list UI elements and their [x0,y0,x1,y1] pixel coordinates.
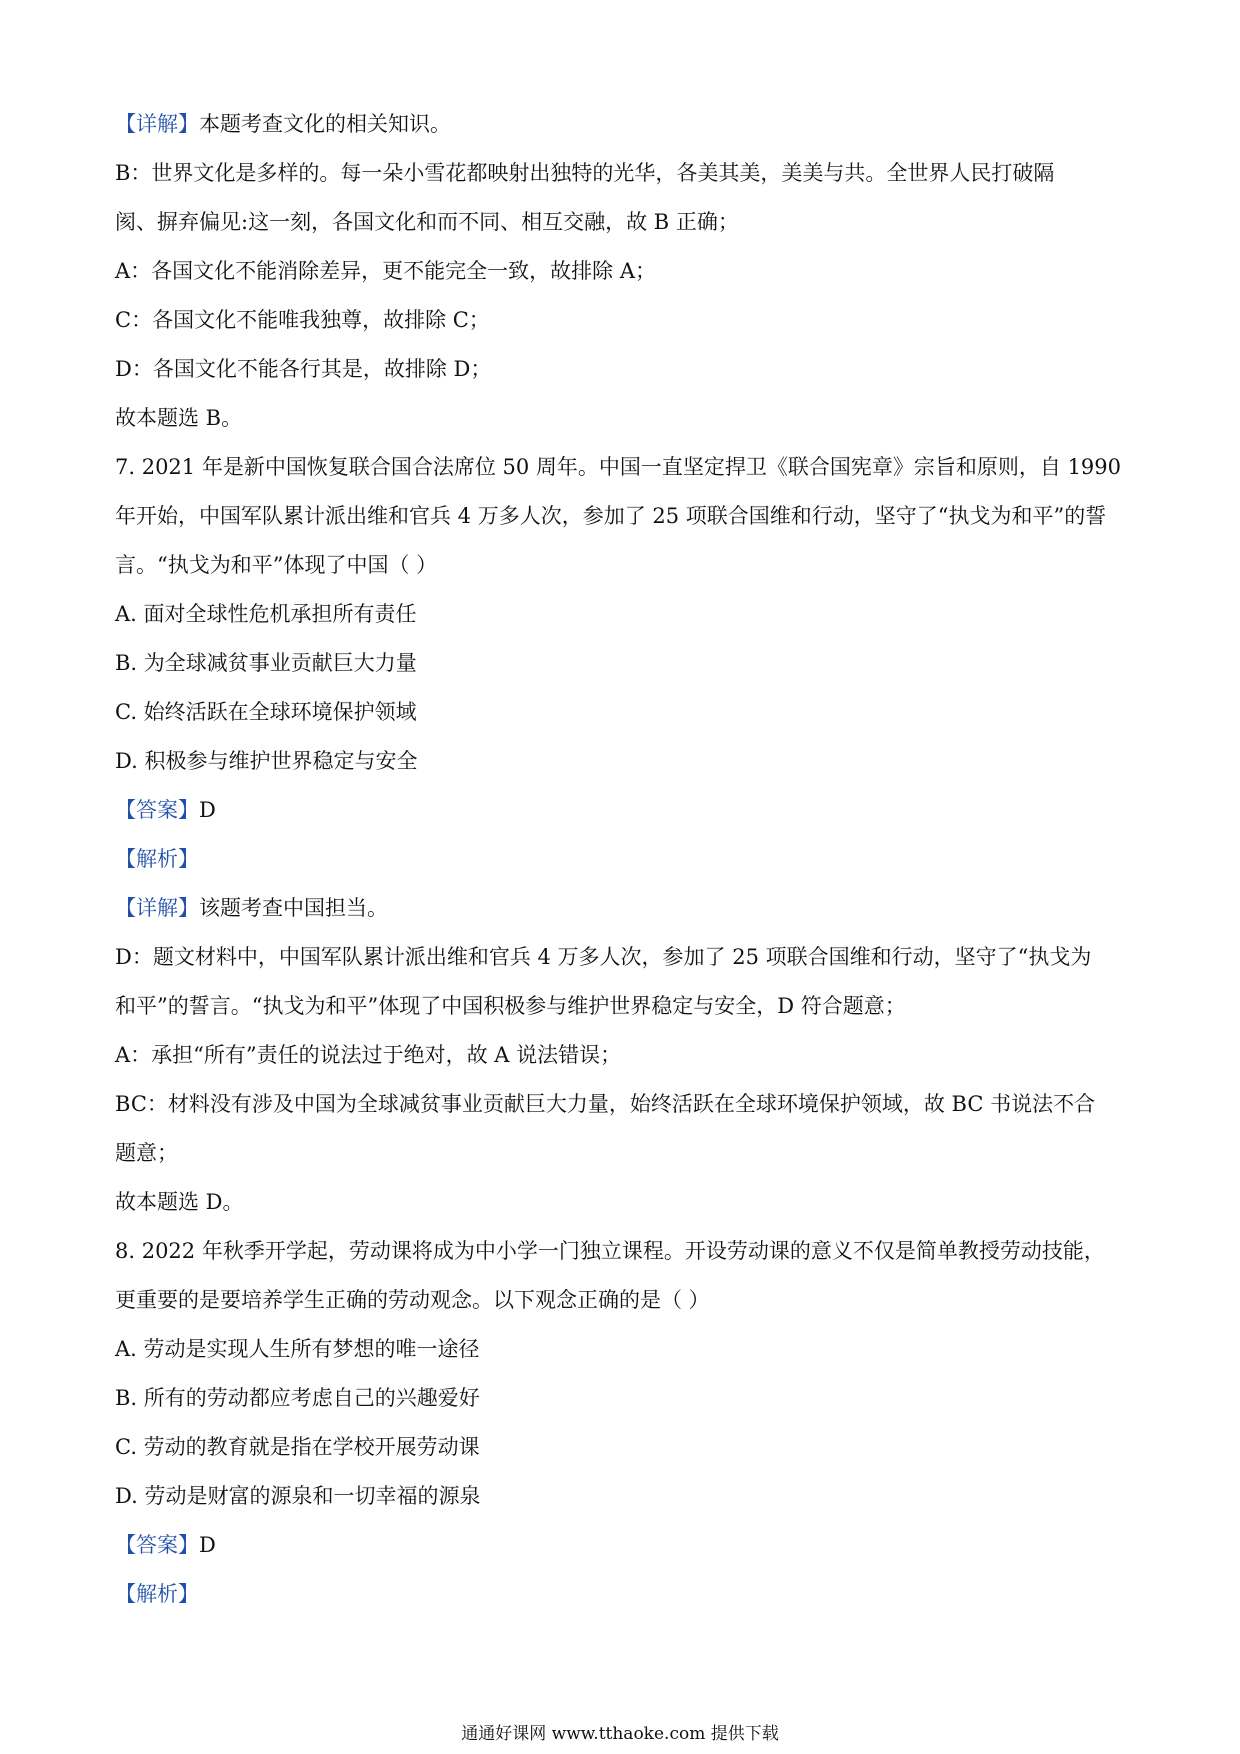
line-text: D. 劳动是财富的源泉和一切幸福的源泉 [115,1484,481,1508]
line-text: 8. 2022 年秋季开学起，劳动课将成为中小学一门独立课程。开设劳动课的意义不仅是简单教授劳动技能， [115,1239,1105,1263]
text-line [115,443,1135,492]
line-text: C. 始终活跃在全球环境保护领域 [115,700,417,724]
text-line [115,247,1135,296]
section-line [115,884,1135,933]
line-text: D：各国文化不能各行其是，故排除 D； [115,357,492,381]
text-line [115,737,1135,786]
text-line [115,1276,1135,1325]
section-tag: 【详解】 [115,896,199,920]
document-body [115,100,1135,1619]
text-line [115,345,1135,394]
text-line [115,1325,1135,1374]
section-tag: 【解析】 [115,1582,199,1606]
line-text: D：题文材料中，中国军队累计派出维和官兵 4 万多人次，参加了 25 项联合国维和行动，坚守了“执戈为 [115,945,1092,969]
text-line [115,1472,1135,1521]
line-text: 7. 2021 年是新中国恢复联合国合法席位 50 周年。中国一直坚定捍卫《联合国宪章》宗旨和原则，自 1990 [115,455,1122,479]
section-tag: 【答案】 [115,798,199,822]
text-line [115,1423,1135,1472]
line-text: D [199,1533,216,1557]
text-line [115,198,1135,247]
section-tag: 【详解】 [115,112,199,136]
line-text: 年开始，中国军队累计派出维和官兵 4 万多人次，参加了 25 项联合国维和行动，坚守了“执戈为和平”的誓 [115,504,1107,528]
section-tag: 【解析】 [115,847,199,871]
text-line [115,590,1135,639]
line-text: A. 劳动是实现人生所有梦想的唯一途径 [115,1337,480,1361]
line-text: B. 为全球减贫事业贡献巨大力量 [115,651,417,675]
text-line [115,1227,1135,1276]
line-text: B：世界文化是多样的。每一朵小雪花都映射出独特的光华，各美其美，美美与共。全世界人民打破隔 [115,161,1055,185]
text-line [115,639,1135,688]
line-text: 本题考查文化的相关知识。 [199,112,451,136]
line-text: 题意； [115,1141,178,1165]
text-line [115,1129,1135,1178]
line-text: C. 劳动的教育就是指在学校开展劳动课 [115,1435,480,1459]
line-text: 故本题选 D。 [115,1190,244,1214]
section-line [115,100,1135,149]
text-line [115,296,1135,345]
line-text: A. 面对全球性危机承担所有责任 [115,602,417,626]
line-text: 更重要的是要培养学生正确的劳动观念。以下观念正确的是（ ） [115,1288,710,1312]
line-text: 阂、摒弃偏见:这一刻，各国文化和而不同、相互交融，故 B 正确； [115,210,739,234]
text-line [115,1178,1135,1227]
line-text: 和平”的誓言。“执戈为和平”体现了中国积极参与维护世界稳定与安全，D 符合题意； [115,994,906,1018]
line-text: 故本题选 B。 [115,406,243,430]
text-line [115,982,1135,1031]
line-text: B. 所有的劳动都应考虑自己的兴趣爱好 [115,1386,480,1410]
page-footer[interactable]: 通通好课网 www.tthaoke.com 提供下载 [461,1724,779,1744]
line-text: D. 积极参与维护世界稳定与安全 [115,749,418,773]
section-line [115,1521,1135,1570]
line-text: A：各国文化不能消除差异，更不能完全一致，故排除 A； [115,259,657,283]
line-text: 该题考查中国担当。 [199,896,388,920]
text-line [115,1374,1135,1423]
text-line [115,492,1135,541]
text-line [115,1080,1135,1129]
text-line [115,688,1135,737]
text-line [115,1031,1135,1080]
line-text: 言。“执戈为和平”体现了中国（ ） [115,553,438,577]
section-tag: 【答案】 [115,1533,199,1557]
section-line [115,835,1135,884]
line-text: BC：材料没有涉及中国为全球减贫事业贡献巨大力量，始终活跃在全球环境保护领域，故 BC 书说法不合 [115,1092,1096,1116]
text-line [115,394,1135,443]
line-text: C：各国文化不能唯我独尊，故排除 C； [115,308,490,332]
line-text: D [199,798,216,822]
text-line [115,933,1135,982]
text-line [115,149,1135,198]
line-text: A：承担“所有”责任的说法过于绝对，故 A 说法错误； [115,1043,622,1067]
text-line [115,541,1135,590]
section-line [115,786,1135,835]
section-line [115,1570,1135,1619]
